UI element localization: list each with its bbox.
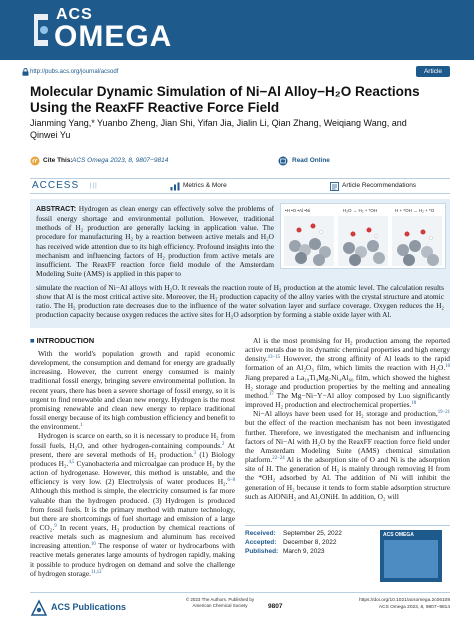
intro-paragraph-1: With the world's population growth and rapid economic development, the consumption and demand for energy are gradually increasing. However, the current energy consumed is mainly traditional fossil energy, bringing severe environmental pollution. In recent years, there has been a severe shortage of fossil energy, so it is urgent to find renewable and clean new energy. Hydrogen is the most promising renewable and clean new energy to replace traditional fossil energy because of its high combustion efficiency and benefit to the environment.$^1$ bbox=[30, 349, 235, 432]
graphic-legend: •H •O •Al •Ni bbox=[285, 208, 311, 213]
reference-link[interactable]: 4,5 bbox=[68, 459, 75, 465]
author-list[interactable]: Jianming Yang,* Yuanbo Zheng, Jian Shi, Yifan Jia, Jialin Li, Qian Zhang, Weiqiang Wang, and Qinwei Yu bbox=[30, 118, 407, 140]
intro-paragraph-2: Hydrogen is scarce on earth, so it is necessary to produce H₂ from fossil fuels, H₂O, and other hydrogen-containing compounds.$^2$ At present, there are several methods of H₂ production.$^3$ (1) Biology produces H₂.$^{4,5}$ Cyanobacteria and microalgae can produce H₂ by the action of hydrogenase. However, this method is unstable, and the efficiency is very low. (2) Electrolysis of water produces H₂.$^{6-8}$ Although this method is simple, the electricity consumed is far more valuable than the hydrogen produced. (3) Hydrogen is produced from fossil fuels. It is the primary method with mature technology, but there are shortcomings of fuel shortage and emission of a large of CO₂.$^9$ In recent years, H₂ production by chemical reactions of reactive metals such as magnesium and aluminum has received increasing attention.$^{10}$ The response of water or hydrocarbons with reactive metals generates large amounts of hydrogen rapidly, making it possible to produce hydrogen on demand and solve the challenge of hydrogen storage.$^{11,12}$ bbox=[30, 431, 236, 578]
cite-label: Cite This: bbox=[43, 157, 73, 164]
cover-title: ACS OMEGA bbox=[383, 532, 414, 538]
cite-row bbox=[30, 156, 450, 168]
reference-link[interactable]: 11,12 bbox=[90, 569, 102, 575]
reference-link[interactable]: 16 bbox=[445, 364, 450, 370]
recommendations-link[interactable]: Article Recommendations bbox=[342, 182, 417, 189]
graphic-label-reaction-2: H + *OH → H₂ + *O bbox=[395, 208, 435, 213]
published-row: Published: March 9, 2023 bbox=[245, 547, 325, 555]
snapshot-panel-3 bbox=[392, 216, 442, 266]
received-row: Received: September 25, 2022 bbox=[245, 530, 342, 537]
publication-dates bbox=[245, 525, 450, 583]
read-online-icon[interactable] bbox=[278, 156, 288, 166]
cite-icon[interactable] bbox=[30, 156, 40, 166]
journal-cover-thumbnail[interactable] bbox=[380, 530, 442, 582]
citation-link[interactable]: ACS Omega 2023, 8, 9807−9814 bbox=[72, 157, 169, 164]
abstract-text-lower: simulate the reaction of Ni−Al alloys with H₂O. It reveals the reaction route of H₂ production at the atomic level. The calculation results show that Al is the most critical active site. Moreover, the H₂ production capacity of the alloy varies with the crystal structure and atomic ratio. The H₂ production rate decreases due to the influence of the water solvation layer and surface coverage. Oxygen reduces the H₂ production capacity because oxygen reduces the active sites for H₂O adsorption by forming a stable oxide layer with Al. bbox=[36, 283, 444, 320]
doi-link[interactable]: https://doi.org/10.1021/acsomega.2c06108 bbox=[359, 598, 450, 603]
page-number: 9807 bbox=[268, 603, 283, 610]
left-column bbox=[30, 336, 235, 578]
section-bullet-icon: ■ bbox=[30, 336, 35, 345]
lock-icon bbox=[22, 68, 29, 76]
abstract-box bbox=[30, 199, 450, 328]
acs-omega-mark-icon bbox=[30, 10, 52, 50]
right-paragraph-1: Al is the most promising for H₂ production among the reported active metals due to its dynamic chemical properties and high energy density.$^{13-15}$ However, the strong affinity of Al leads to the rapid formation of an Al₂O₃ film, which limits the reaction with H₂O.$^{16}$ Jiang prepared a La₁₉Ti₄Mg₇Ni₄Al₆₀ film, which showed the highest H₂ storage and production properties by the melting and annealing method.$^{17}$ The Mg−Ni−Y−Al alloy composed by Luo significantly improved H₂ production and electrochemical properties.$^{18}$ bbox=[245, 336, 450, 410]
url-row bbox=[30, 66, 450, 80]
doi-citation: ACS Omega 2023, 8, 9807−9814 bbox=[378, 604, 450, 610]
snapshot-panel-2 bbox=[338, 216, 388, 266]
cover-artwork bbox=[384, 540, 438, 578]
metrics-link[interactable]: Metrics & More bbox=[183, 182, 227, 189]
reference-link[interactable]: 19−21 bbox=[437, 410, 450, 416]
graphic-label-reaction-1: H₂O → H₂ + *OH bbox=[343, 208, 378, 213]
snapshot-panel-1 bbox=[284, 216, 334, 266]
acs-publications-logo[interactable] bbox=[30, 599, 48, 617]
right-paragraph-2: Ni−Al alloys have been used for H₂ storage and production,$^{19-21}$ but the effect of the reaction mechanism has not been investigated further. Therefore, we investigated the mechanism and influencing factors of Ni−Al with H₂O by the ReaxFF reaction force field under the Amsterdam Modeling Suite (AMS) chemical simulation platform.$^{22-24}$ Al is the adsorption site of O and Ni is the adsorption site of H. The generation of H₂ is mainly through removing H from the *OH₂ adsorbed by Al. The addition of Ni will inhibit the generation of H₂ because it tends to form stable adsorption structure such as AlONiH₂ and Al₂ONiH. In addition, O₂ will bbox=[245, 409, 450, 501]
reference-link[interactable]: 3 bbox=[193, 450, 197, 456]
reference-link[interactable]: 10 bbox=[90, 542, 96, 548]
dates-table bbox=[245, 530, 342, 556]
reference-link[interactable]: 18 bbox=[411, 401, 417, 407]
toc-graphic bbox=[280, 203, 446, 269]
recommendations-icon[interactable] bbox=[330, 182, 339, 191]
access-label: ACCESS bbox=[32, 180, 80, 191]
reference-link[interactable]: 6−8 bbox=[227, 478, 235, 484]
reference-link[interactable]: 17 bbox=[269, 391, 274, 397]
doi-block bbox=[359, 598, 450, 611]
acs-publications-text: ACS Publications bbox=[51, 602, 127, 612]
simulation-snapshots-image bbox=[281, 204, 445, 268]
abstract-label: ABSTRACT: bbox=[36, 206, 77, 213]
reference-link[interactable]: 22−24 bbox=[272, 456, 285, 462]
access-level-indicator: ||| bbox=[90, 183, 98, 189]
abstract-text-upper bbox=[36, 204, 274, 278]
accepted-row: Accepted: December 8, 2022 bbox=[245, 538, 337, 546]
page-footer bbox=[30, 592, 450, 620]
introduction-heading: ■ INTRODUCTION bbox=[30, 336, 95, 345]
logo-omega-text: OMEGA bbox=[54, 20, 173, 53]
paper-title: Molecular Dynamic Simulation of Ni−Al Alloy−H₂O Reactions Using the ReaxFF Reactive Force Field bbox=[30, 84, 420, 115]
logo-acs-text: ACS bbox=[56, 6, 93, 23]
reference-link[interactable]: 1 bbox=[80, 423, 83, 429]
abstract-upper-content: Hydrogen as clean energy can effectively solve the problems of fossil energy shortage and environmental pollution. However, traditional methods of H₂ production are generally lacking in application value. The procedure for manufacturing H₂ by a reaction between active metals and H₂O has received wide attention due to its high efficiency. Profound insights into the mechanism and influencing factors of H₂ production from active metals are insufficient. The ReaxFF reaction force field module of the Amsterdam Modeling Suite (AMS) is applied in this paper to bbox=[36, 204, 274, 279]
journal-url-link[interactable]: http://pubs.acs.org/journal/acsodf bbox=[30, 69, 119, 75]
metrics-icon[interactable] bbox=[170, 182, 180, 191]
reference-link[interactable]: 2 bbox=[222, 441, 225, 447]
reference-link[interactable]: 13−15 bbox=[267, 355, 281, 361]
article-type-badge: Article bbox=[416, 66, 450, 77]
read-online-link[interactable]: Read Online bbox=[292, 157, 330, 164]
reference-link[interactable]: 9 bbox=[54, 523, 57, 529]
journal-header bbox=[0, 0, 474, 60]
access-bar bbox=[30, 178, 450, 194]
right-column bbox=[245, 336, 450, 501]
journal-logo[interactable] bbox=[30, 6, 200, 56]
copyright-notice: © 2023 The Authors. Published by American Chemical Society bbox=[185, 597, 255, 608]
